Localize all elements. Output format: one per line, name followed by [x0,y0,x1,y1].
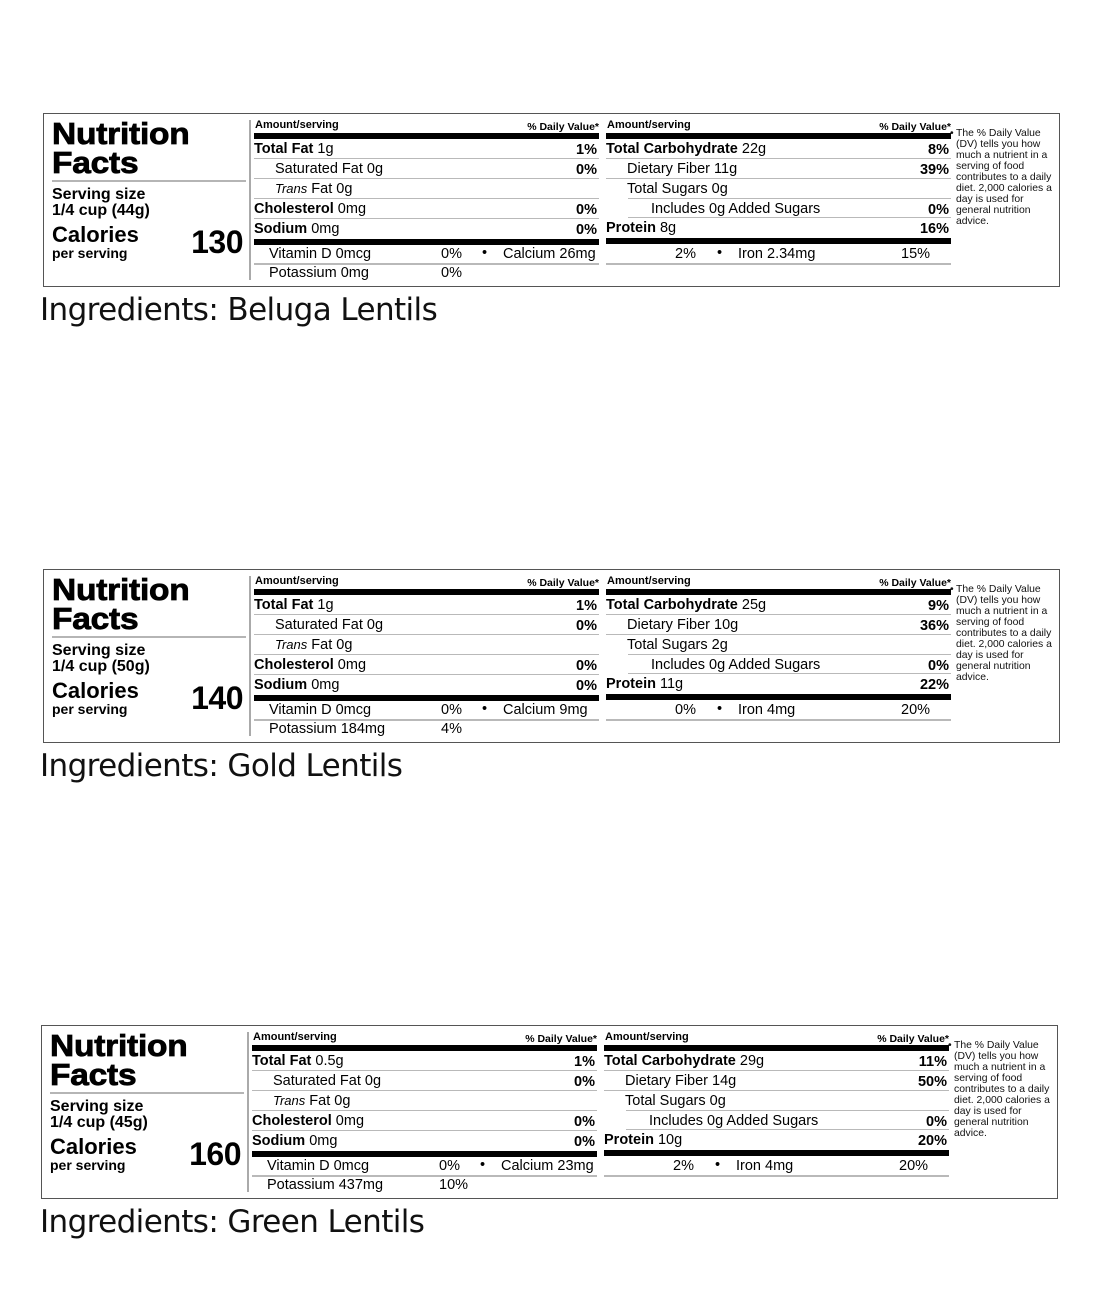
nutrient-amount: 22g [741,141,767,157]
iron: Iron 4mg [738,702,796,718]
nutrient-name: Total Sugars [625,1093,706,1109]
nutrient-name: Trans [275,637,308,652]
calories-value: 160 [189,1136,241,1172]
nutrient-dv: 0% [574,1074,595,1090]
nutrient-name: Total Sugars [627,181,708,197]
iron-dv: 20% [899,1158,929,1174]
nutrients-column-right [606,118,951,244]
daily-value-header: % Daily Value* [879,121,951,133]
nutrient-row-saturated-fat [254,159,599,179]
nutrient-name: Sodium [254,677,308,693]
calories-label: Calories [52,678,139,703]
per-serving-label: per serving [52,245,128,261]
iron-dv: 20% [901,702,931,718]
nutrient-name: Includes 0g Added Sugars [651,200,821,217]
nutrient-amount: 0g [364,1073,382,1089]
nutrient-row-dietary-fiber [604,1071,949,1091]
footnote-text: The % Daily Value (DV) tells you how much a nutrient in a serving of food contributes to a daily diet. 2,000 calories a day is used for general nutrition advice. [954,1040,1050,1139]
nutrient-row-total-sugars [604,1091,949,1111]
nutrient-row-sodium [254,675,599,695]
serving-size-value: 1/4 cup (50g) [52,658,150,675]
nutrient-row-total-carbohydrate [606,139,951,159]
nutrition-facts-label [43,569,1060,743]
nutrient-name: Cholesterol [254,657,334,673]
nutrient-row-added-sugars [626,1110,949,1130]
row-divider [604,1175,949,1177]
calcium: Calcium 9mg [503,702,588,718]
daily-value-footnote [950,584,1056,683]
nutrient-row-total-fat [254,595,599,615]
thick-rule [604,1150,949,1156]
nutrient-row-total-fat [252,1051,597,1071]
nutrient-name: Saturated Fat [275,617,363,633]
title-line-1: Nutrition [52,116,190,151]
nutrient-name: Includes 0g Added Sugars [651,656,821,673]
title-line-2: Facts [52,601,139,636]
nutrient-row-added-sugars [628,198,951,218]
amount-per-serving-header: Amount/serving [605,1031,689,1043]
amount-per-serving-header: Amount/serving [607,575,691,587]
nutrient-name: Dietary Fiber [625,1073,708,1089]
nutrient-row-protein [606,218,951,238]
nutrient-name: Dietary Fiber [627,617,710,633]
daily-value-footnote [950,128,1056,227]
nutrient-name: Saturated Fat [275,161,363,177]
nutrient-row-total-carbohydrate [604,1051,949,1071]
nutrient-dv: 0% [928,657,949,674]
bullet-separator: • [480,1157,486,1173]
footnote-bullet: • [948,1040,952,1051]
nutrient-name: Protein [606,675,656,692]
calcium-dv: 2% [675,246,696,262]
nutrient-amount: 1g [317,597,334,613]
nutrient-amount: 2g [711,637,728,653]
row-divider [606,719,951,721]
bullet-separator: • [717,701,723,717]
nutrient-dv: 50% [917,1074,947,1090]
nutrient-amount: Fat 0g [309,1093,351,1109]
serving-size [52,187,150,219]
potassium-dv: 0% [441,265,462,281]
bullet-separator: • [715,1157,721,1173]
nutrient-amount: 25g [741,597,767,613]
vitamin-d-dv: 0% [441,702,462,718]
nutrient-name: Trans [275,181,308,196]
bullet-separator: • [482,701,488,717]
nutrients-column-right [604,1030,949,1156]
nutrient-dv: 22% [919,676,949,693]
calories-label: Calories [52,222,139,247]
ingredients-text: Ingredients: Beluga Lentils [40,292,438,328]
nutrient-amount: 0g [366,161,384,177]
column-divider [247,1032,249,1192]
nutrient-name: Protein [606,219,656,236]
nutrient-amount: 0g [711,181,728,197]
vitamin-d: Vitamin D 0mcg [269,246,372,262]
nutrient-dv: 0% [574,1114,595,1130]
nutrient-name: Total Carbohydrate [606,597,738,613]
nutrient-row-sodium [254,219,599,239]
title-divider [52,180,246,182]
title-line-2: Facts [50,1057,137,1092]
nutrient-amount: 11g [659,675,684,692]
footnote-text: The % Daily Value (DV) tells you how much a nutrient in a serving of food contributes to a daily diet. 2,000 calories a day is used for general nutrition advice. [956,584,1052,683]
serving-size [50,1099,148,1131]
title-divider [50,1092,244,1094]
nutrients-column-right [606,574,951,700]
calories-value: 140 [191,680,243,716]
potassium: Potassium 437mg [267,1177,384,1193]
serving-size-value: 1/4 cup (44g) [52,202,150,219]
vitamin-d-dv: 0% [439,1158,460,1174]
nutrient-row-protein [604,1130,949,1150]
serving-size-label: Serving size [52,186,146,203]
nutrient-amount: 0mg [335,1113,365,1129]
nutrient-amount: 1g [317,141,334,157]
iron-dv: 15% [901,246,931,262]
nutrients-column-left [252,1030,597,1157]
vitamin-d-dv: 0% [441,246,462,262]
nutrient-name: Total Fat [254,141,314,157]
column-divider [249,120,251,280]
column-header [606,118,951,133]
calcium: Calcium 26mg [503,246,596,262]
nutrient-name: Total Carbohydrate [606,141,738,157]
calories-value: 130 [191,224,243,260]
nutrient-dv: 39% [919,162,949,178]
nutrient-dv: 0% [576,618,597,634]
nutrient-dv: 8% [928,142,949,158]
serving-size-value: 1/4 cup (45g) [50,1114,148,1131]
title-line-2: Facts [52,145,139,180]
nutrient-amount: 14g [712,1073,737,1089]
nutrient-row-total-carbohydrate [606,595,951,615]
footnote-bullet: • [950,128,954,139]
per-serving-label: per serving [52,701,128,717]
daily-value-header: % Daily Value* [527,577,599,589]
nutrient-row-added-sugars [628,654,951,674]
nutrient-name: Total Carbohydrate [604,1053,736,1069]
ingredients-text: Ingredients: Gold Lentils [40,748,403,784]
nutrient-name: Cholesterol [254,201,334,217]
nutrient-dv: 9% [928,598,949,614]
nutrient-name: Cholesterol [252,1113,332,1129]
nutrient-name: Trans [273,1093,306,1108]
vitamin-d: Vitamin D 0mcg [267,1158,370,1174]
calcium-dv: 0% [675,702,696,718]
column-divider [249,576,251,736]
label-title [50,1028,245,1092]
nutrient-dv: 0% [576,678,597,694]
nutrient-dv: 16% [919,220,949,237]
iron: Iron 2.34mg [738,246,816,262]
nutrient-amount: 0mg [311,221,340,237]
nutrient-dv: 20% [917,1132,947,1149]
footnote-text: The % Daily Value (DV) tells you how much a nutrient in a serving of food contributes to a daily diet. 2,000 calories a day is used for general nutrition advice. [956,128,1052,227]
nutrient-row-saturated-fat [252,1071,597,1091]
nutrient-amount: 0.5g [315,1053,344,1069]
nutrient-amount: 0g [366,617,384,633]
nutrient-row-cholesterol [254,199,599,219]
daily-value-header: % Daily Value* [879,577,951,589]
nutrient-name: Total Sugars [627,637,708,653]
nutrient-amount: 0mg [309,1133,338,1149]
nutrient-name: Protein [604,1131,654,1148]
calories-label: Calories [50,1134,137,1159]
nutrient-row-total-sugars [606,179,951,199]
nutrient-dv: 0% [576,658,597,674]
nutrient-name: Saturated Fat [273,1073,361,1089]
nutrient-amount: 11g [714,161,738,177]
nutrient-amount: 0mg [337,657,367,673]
nutrient-row-cholesterol [254,655,599,675]
nutrient-dv: 11% [918,1054,947,1070]
nutrient-dv: 36% [919,618,949,634]
ingredients-text: Ingredients: Green Lentils [40,1204,425,1240]
nutrient-name: Sodium [252,1133,306,1149]
row-divider [606,263,951,265]
nutrient-name: Total Fat [252,1053,312,1069]
nutrient-amount: 0mg [337,201,367,217]
nutrient-row-saturated-fat [254,615,599,635]
iron: Iron 4mg [736,1158,794,1174]
nutrient-dv: 0% [926,1113,947,1130]
footnote-bullet: • [950,584,954,595]
title-divider [52,636,246,638]
nutrient-name: Includes 0g Added Sugars [649,1112,819,1129]
nutrient-dv: 0% [576,222,597,238]
label-title [52,116,247,180]
column-header [606,574,951,589]
nutrient-dv: 1% [576,598,597,614]
nutrient-amount: 8g [659,219,677,236]
nutrient-amount: 0mg [311,677,340,693]
nutrients-column-left [254,574,599,701]
nutrition-facts-label [43,113,1060,287]
amount-per-serving-header: Amount/serving [255,575,339,587]
calcium: Calcium 23mg [501,1158,594,1174]
thick-rule [606,694,951,700]
nutrient-name: Dietary Fiber [627,161,710,177]
title-line-1: Nutrition [50,1028,188,1063]
daily-value-header: % Daily Value* [525,1033,597,1045]
nutrient-dv: 1% [576,142,597,158]
column-header [254,118,599,133]
nutrition-facts-label [41,1025,1058,1199]
amount-per-serving-header: Amount/serving [255,119,339,131]
daily-value-header: % Daily Value* [877,1033,949,1045]
serving-size-label: Serving size [52,642,146,659]
nutrient-row-cholesterol [252,1111,597,1131]
nutrient-dv: 0% [576,202,597,218]
potassium-dv: 10% [439,1177,469,1193]
title-line-1: Nutrition [52,572,190,607]
nutrient-row-trans-fat [252,1091,597,1111]
serving-size-label: Serving size [50,1098,144,1115]
nutrient-row-dietary-fiber [606,159,951,179]
nutrient-amount: 10g [714,617,739,633]
vitamin-d: Vitamin D 0mcg [269,702,372,718]
label-title [52,572,247,636]
nutrient-row-protein [606,674,951,694]
serving-size [52,643,150,675]
nutrient-dv: 1% [574,1054,595,1070]
column-header [604,1030,949,1045]
nutrient-dv: 0% [928,201,949,218]
daily-value-header: % Daily Value* [527,121,599,133]
nutrient-name: Total Fat [254,597,314,613]
nutrient-dv: 0% [576,162,597,178]
amount-per-serving-header: Amount/serving [253,1031,337,1043]
thick-rule [606,238,951,244]
bullet-separator: • [482,245,488,261]
nutrient-row-trans-fat [254,179,599,199]
nutrient-amount: 0g [709,1093,726,1109]
daily-value-footnote [948,1040,1054,1139]
column-header [252,1030,597,1045]
nutrient-row-dietary-fiber [606,615,951,635]
nutrient-amount: Fat 0g [311,637,353,653]
nutrient-amount: Fat 0g [311,181,353,197]
nutrient-amount: 10g [657,1131,683,1148]
potassium: Potassium 0mg [269,265,369,281]
nutrient-dv: 0% [574,1134,595,1150]
nutrient-row-total-sugars [606,635,951,655]
nutrient-row-trans-fat [254,635,599,655]
bullet-separator: • [717,245,723,261]
nutrients-column-left [254,118,599,245]
nutrient-row-sodium [252,1131,597,1151]
potassium: Potassium 184mg [269,721,386,737]
amount-per-serving-header: Amount/serving [607,119,691,131]
nutrient-name: Sodium [254,221,308,237]
nutrient-row-total-fat [254,139,599,159]
potassium-dv: 4% [441,721,462,737]
column-header [254,574,599,589]
calcium-dv: 2% [673,1158,694,1174]
per-serving-label: per serving [50,1157,126,1173]
nutrient-amount: 29g [739,1053,765,1069]
